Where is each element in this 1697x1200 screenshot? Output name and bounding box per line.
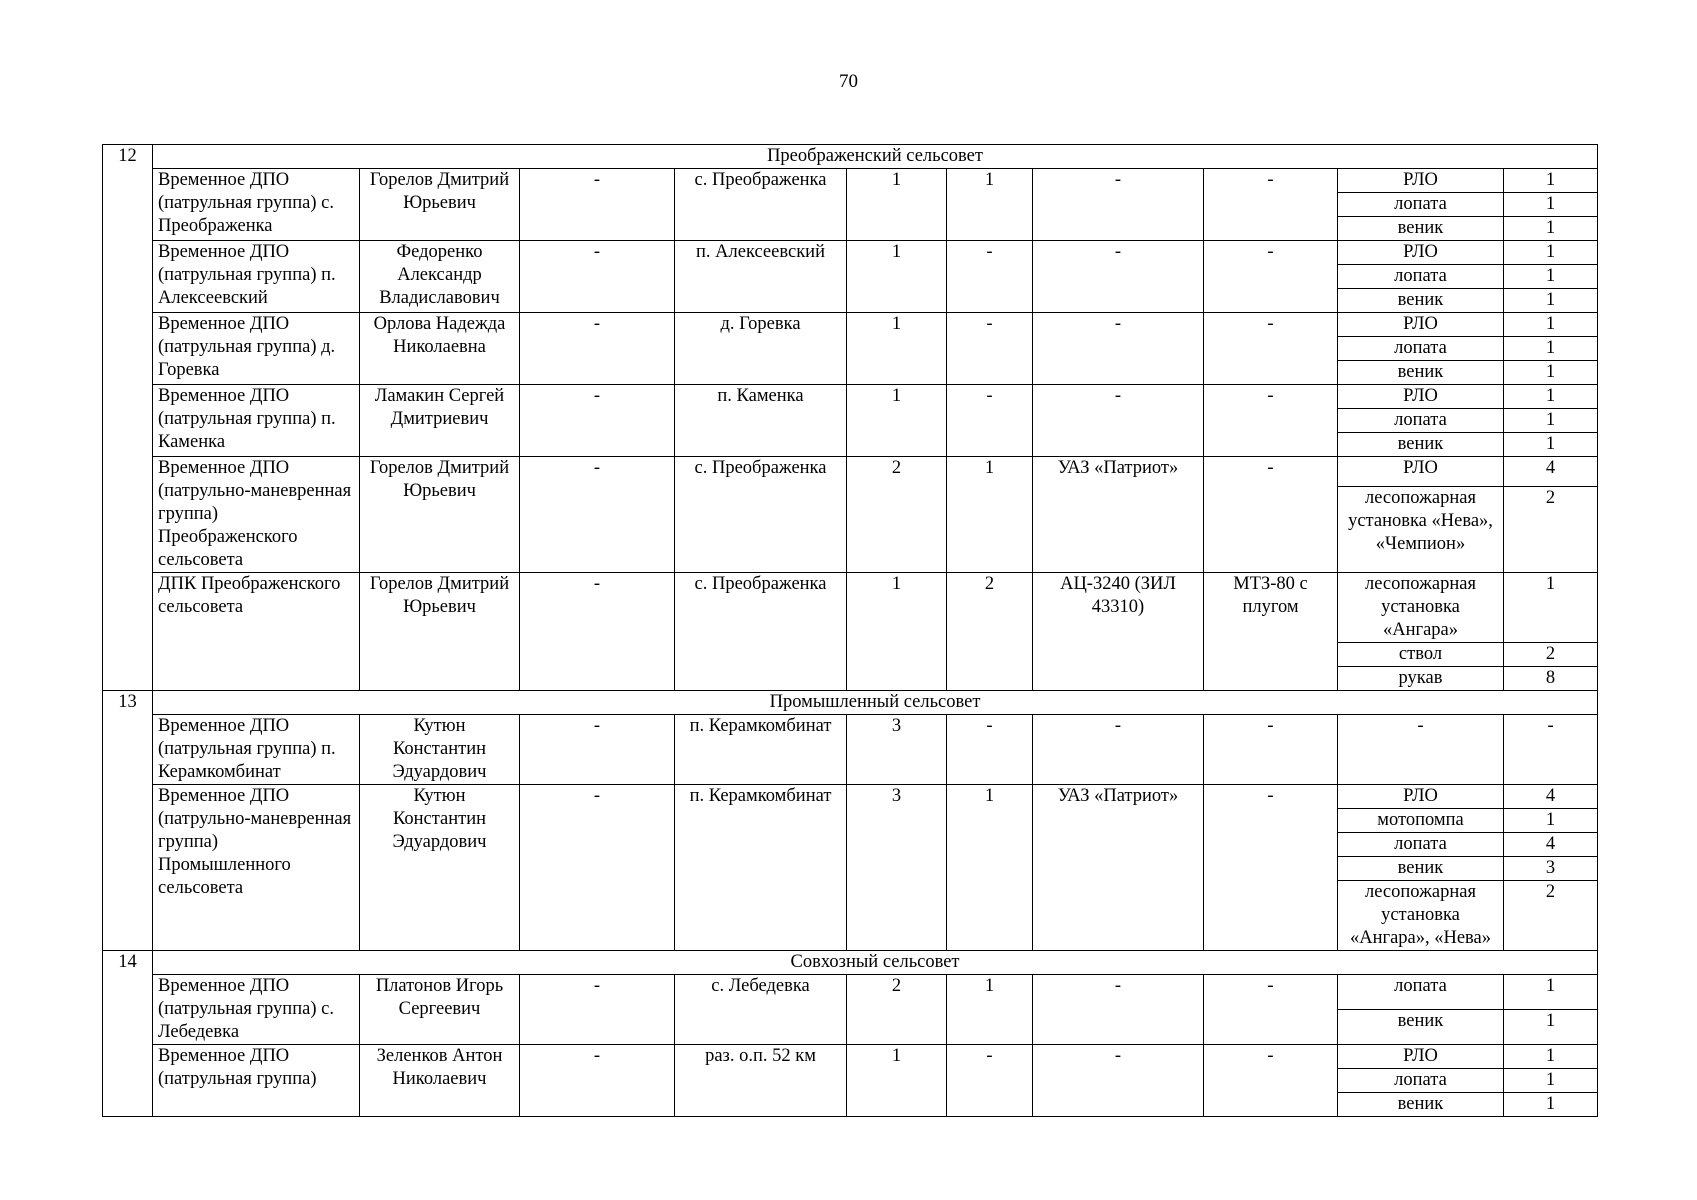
table-row (103, 715, 1598, 785)
head-cell: Ламакин Сергей Дмитриевич (360, 385, 520, 457)
other-tech-cell: - (1204, 241, 1338, 313)
personnel-cell: 1 (847, 385, 947, 457)
fire-tech-cell: - (1033, 241, 1204, 313)
equipment-name-cell: РЛО (1338, 385, 1504, 409)
equipment-name-cell: ствол (1338, 643, 1504, 667)
equipment-qty-cell: 1 (1504, 975, 1598, 1010)
vehicles-cell: - (947, 385, 1033, 457)
location-cell: п. Алексеевский (675, 241, 847, 313)
unit-cell: Временное ДПО (патрульная группа) с. Лебедевка (153, 975, 360, 1045)
phone-cell: - (520, 385, 675, 457)
equipment-name-cell: лесопожарная установка «Ангара» (1338, 573, 1504, 643)
fire-tech-cell: УАЗ «Патриот» (1033, 457, 1204, 573)
location-cell: с. Преображенка (675, 457, 847, 573)
equipment-name-cell: рукав (1338, 667, 1504, 691)
equipment-qty-cell: 1 (1504, 573, 1598, 643)
equipment-qty-cell: 2 (1504, 486, 1598, 572)
other-tech-cell: МТЗ-80 с плугом (1204, 573, 1338, 691)
section-title: Преображенский сельсовет (153, 145, 1598, 169)
equipment-name-cell: веник (1338, 857, 1504, 881)
equipment-qty-cell: 2 (1504, 881, 1598, 951)
phone-cell: - (520, 715, 675, 785)
page-number: 70 (839, 71, 858, 92)
equipment-qty-cell: 1 (1504, 337, 1598, 361)
other-tech-cell: - (1204, 313, 1338, 385)
equipment-qty-cell: 1 (1504, 1045, 1598, 1069)
equipment-qty-cell: 1 (1504, 313, 1598, 337)
unit-cell: Временное ДПО (патрульно-маневренная группа) Промышленного сельсовета (153, 785, 360, 951)
other-tech-cell: - (1204, 457, 1338, 573)
phone-cell: - (520, 1045, 675, 1117)
equipment-name-cell: лопата (1338, 337, 1504, 361)
equipment-name-cell: РЛО (1338, 241, 1504, 265)
phone-cell: - (520, 573, 675, 691)
equipment-qty-cell: 1 (1504, 217, 1598, 241)
fire-tech-cell: - (1033, 1045, 1204, 1117)
equipment-name-cell: лопата (1338, 975, 1504, 1010)
section-number: 13 (103, 691, 153, 951)
table-row (103, 313, 1598, 337)
equipment-name-cell: лопата (1338, 1069, 1504, 1093)
fire-tech-cell: АЦ-3240 (ЗИЛ 43310) (1033, 573, 1204, 691)
personnel-cell: 1 (847, 313, 947, 385)
table-row (103, 1045, 1598, 1069)
equipment-qty-cell: 2 (1504, 643, 1598, 667)
other-tech-cell: - (1204, 1045, 1338, 1117)
head-cell: Горелов Дмитрий Юрьевич (360, 457, 520, 573)
personnel-cell: 1 (847, 573, 947, 691)
section-number: 14 (103, 951, 153, 1117)
head-cell: Горелов Дмитрий Юрьевич (360, 169, 520, 241)
equipment-name-cell: лопата (1338, 193, 1504, 217)
table-row (103, 241, 1598, 265)
equipment-qty-cell: 1 (1504, 385, 1598, 409)
equipment-qty-cell: 1 (1504, 289, 1598, 313)
section-header-row (103, 691, 1598, 715)
equipment-name-cell: лопата (1338, 409, 1504, 433)
equipment-qty-cell: 4 (1504, 833, 1598, 857)
vehicles-cell: 1 (947, 785, 1033, 951)
location-cell: п. Керамкомбинат (675, 715, 847, 785)
other-tech-cell: - (1204, 715, 1338, 785)
vehicles-cell: - (947, 241, 1033, 313)
fire-tech-cell: - (1033, 715, 1204, 785)
equipment-qty-cell: 8 (1504, 667, 1598, 691)
equipment-name-cell: РЛО (1338, 457, 1504, 487)
equipment-qty-cell: 1 (1504, 1010, 1598, 1045)
vehicles-cell: 1 (947, 169, 1033, 241)
head-cell: Кутюн Константин Эдуардович (360, 715, 520, 785)
location-cell: с. Преображенка (675, 573, 847, 691)
head-cell: Орлова Надежда Николаевна (360, 313, 520, 385)
equipment-name-cell: веник (1338, 1093, 1504, 1117)
equipment-qty-cell: 1 (1504, 361, 1598, 385)
unit-cell: Временное ДПО (патрульно-маневренная группа) Преображенского сельсовета (153, 457, 360, 573)
head-cell: Федоренко Александр Владиславович (360, 241, 520, 313)
personnel-cell: 3 (847, 785, 947, 951)
personnel-cell: 2 (847, 457, 947, 573)
equipment-name-cell: РЛО (1338, 1045, 1504, 1069)
table-row (103, 385, 1598, 409)
unit-cell: Временное ДПО (патрульная группа) (153, 1045, 360, 1117)
table-row (103, 573, 1598, 643)
equipment-qty-cell: 1 (1504, 1093, 1598, 1117)
table-body (103, 145, 1598, 1117)
phone-cell: - (520, 785, 675, 951)
equipment-name-cell: веник (1338, 361, 1504, 385)
equipment-name-cell: мотопомпа (1338, 809, 1504, 833)
equipment-name-cell: - (1338, 715, 1504, 785)
personnel-cell: 1 (847, 241, 947, 313)
equipment-qty-cell: 4 (1504, 785, 1598, 809)
unit-cell: Временное ДПО (патрульная группа) с. Преображенка (153, 169, 360, 241)
equipment-name-cell: РЛО (1338, 169, 1504, 193)
fire-tech-cell: - (1033, 313, 1204, 385)
vehicles-cell: 1 (947, 975, 1033, 1045)
section-header-row (103, 145, 1598, 169)
equipment-qty-cell: 4 (1504, 457, 1598, 487)
fire-tech-cell: - (1033, 169, 1204, 241)
location-cell: раз. о.п. 52 км (675, 1045, 847, 1117)
equipment-name-cell: РЛО (1338, 785, 1504, 809)
head-cell: Зеленков Антон Николаевич (360, 1045, 520, 1117)
equipment-name-cell: веник (1338, 1010, 1504, 1045)
personnel-cell: 2 (847, 975, 947, 1045)
unit-cell: Временное ДПО (патрульная группа) п. Керамкомбинат (153, 715, 360, 785)
location-cell: п. Керамкомбинат (675, 785, 847, 951)
fire-tech-cell: УАЗ «Патриот» (1033, 785, 1204, 951)
table-row (103, 975, 1598, 1010)
equipment-name-cell: лопата (1338, 265, 1504, 289)
head-cell: Платонов Игорь Сергеевич (360, 975, 520, 1045)
vehicles-cell: - (947, 1045, 1033, 1117)
unit-cell: Временное ДПО (патрульная группа) п. Каменка (153, 385, 360, 457)
section-title: Промышленный сельсовет (153, 691, 1598, 715)
personnel-cell: 1 (847, 1045, 947, 1117)
equipment-name-cell: РЛО (1338, 313, 1504, 337)
equipment-qty-cell: 3 (1504, 857, 1598, 881)
equipment-name-cell: веник (1338, 289, 1504, 313)
equipment-qty-cell: 1 (1504, 265, 1598, 289)
table-row (103, 169, 1598, 193)
other-tech-cell: - (1204, 975, 1338, 1045)
fire-tech-cell: - (1033, 385, 1204, 457)
other-tech-cell: - (1204, 169, 1338, 241)
vehicles-cell: 2 (947, 573, 1033, 691)
head-cell: Кутюн Константин Эдуардович (360, 785, 520, 951)
location-cell: п. Каменка (675, 385, 847, 457)
equipment-name-cell: лесопожарная установка «Нева», «Чемпион» (1338, 486, 1504, 572)
equipment-name-cell: лесопожарная установка «Ангара», «Нева» (1338, 881, 1504, 951)
equipment-name-cell: веник (1338, 433, 1504, 457)
forces-table (102, 144, 1598, 1117)
unit-cell: Временное ДПО (патрульная группа) п. Алексеевский (153, 241, 360, 313)
equipment-qty-cell: 1 (1504, 433, 1598, 457)
phone-cell: - (520, 975, 675, 1045)
head-cell: Горелов Дмитрий Юрьевич (360, 573, 520, 691)
equipment-name-cell: веник (1338, 217, 1504, 241)
equipment-qty-cell: 1 (1504, 409, 1598, 433)
other-tech-cell: - (1204, 785, 1338, 951)
equipment-qty-cell: 1 (1504, 1069, 1598, 1093)
section-header-row (103, 951, 1598, 975)
table-row (103, 785, 1598, 809)
phone-cell: - (520, 241, 675, 313)
table-row (103, 457, 1598, 487)
phone-cell: - (520, 169, 675, 241)
unit-cell: Временное ДПО (патрульная группа) д. Горевка (153, 313, 360, 385)
phone-cell: - (520, 457, 675, 573)
equipment-qty-cell: 1 (1504, 809, 1598, 833)
equipment-qty-cell: - (1504, 715, 1598, 785)
vehicles-cell: 1 (947, 457, 1033, 573)
section-number: 12 (103, 145, 153, 691)
equipment-qty-cell: 1 (1504, 193, 1598, 217)
section-title: Совхозный сельсовет (153, 951, 1598, 975)
equipment-qty-cell: 1 (1504, 241, 1598, 265)
vehicles-cell: - (947, 715, 1033, 785)
fire-tech-cell: - (1033, 975, 1204, 1045)
location-cell: с. Преображенка (675, 169, 847, 241)
unit-cell: ДПК Преображенского сельсовета (153, 573, 360, 691)
equipment-name-cell: лопата (1338, 833, 1504, 857)
other-tech-cell: - (1204, 385, 1338, 457)
location-cell: с. Лебедевка (675, 975, 847, 1045)
vehicles-cell: - (947, 313, 1033, 385)
personnel-cell: 1 (847, 169, 947, 241)
personnel-cell: 3 (847, 715, 947, 785)
phone-cell: - (520, 313, 675, 385)
location-cell: д. Горевка (675, 313, 847, 385)
equipment-qty-cell: 1 (1504, 169, 1598, 193)
